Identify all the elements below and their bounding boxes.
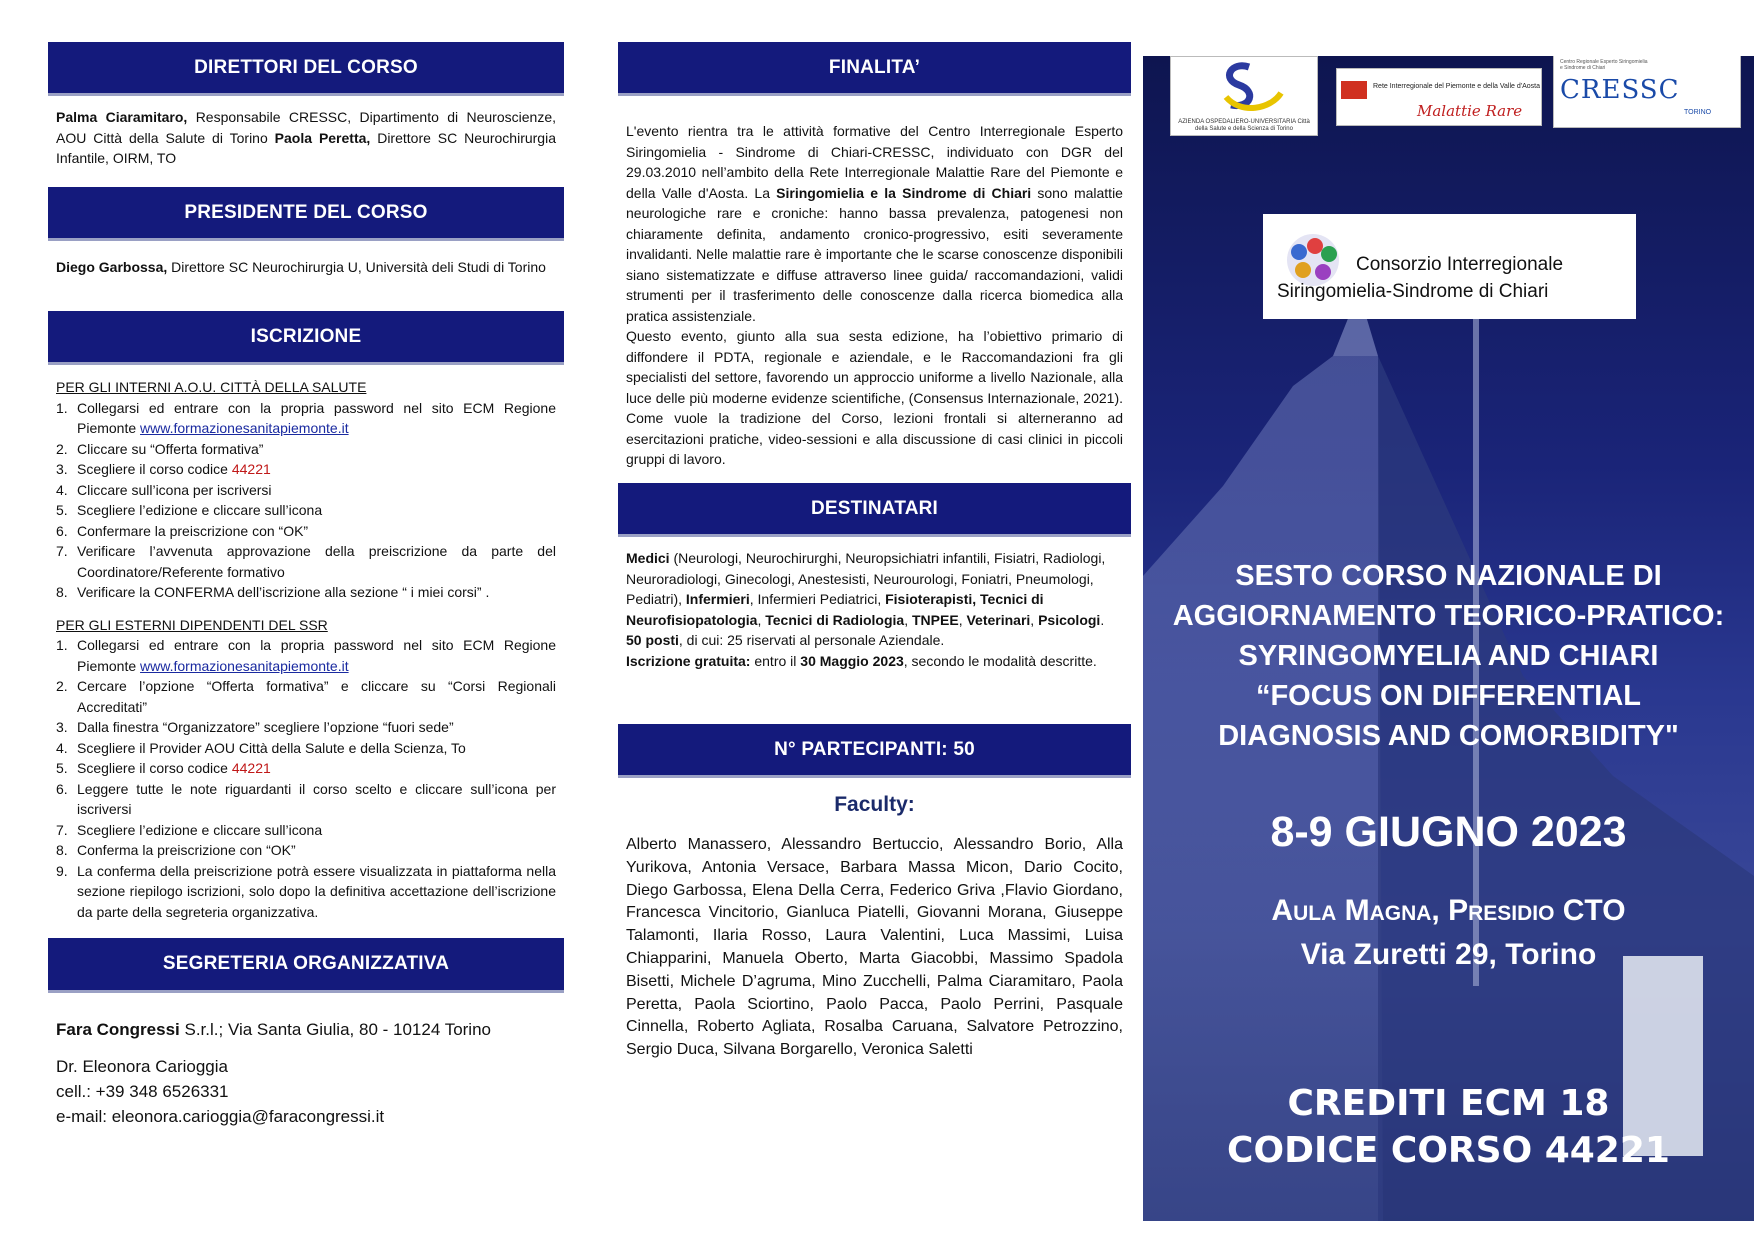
course-title-line: AGGIORNAMENTO TEORICO-PRATICO:: [1172, 600, 1725, 632]
logo-cressc: [1553, 56, 1741, 128]
segreteria-email[interactable]: e-mail: eleonora.carioggia@faracongressi.it: [56, 1107, 385, 1126]
step-item: [56, 459, 556, 480]
presidente-name: Diego Garbossa,: [56, 259, 168, 275]
section-header-segreteria: SEGRETERIA ORGANIZZATIVA: [48, 938, 564, 993]
finalita-text: [626, 121, 1123, 470]
direttore-role-1: Responsabile CRESSC, Dipartimento di Neuroscienze, AOU Città della Salute di Torino: [56, 109, 556, 146]
interni-heading: PER GLI INTERNI A.O.U. CITTÀ DELLA SALUTE: [56, 379, 367, 395]
step-item: [56, 840, 556, 861]
logo-aou-citta-salute: [1170, 56, 1318, 136]
step-number: 1.: [56, 637, 68, 653]
crediti-ecm: CREDITI ECM 18: [1287, 1083, 1610, 1124]
cressc-logo-main: CRESSC: [1560, 75, 1680, 105]
step-number: 7.: [56, 821, 68, 838]
posti-rest: , di cui: 25 riservati al personale Aziendale.: [678, 632, 945, 648]
dest-psico: Psicologi: [1038, 611, 1101, 628]
finalita-p1-bold: Siringomielia e la Sindrome di Chiari: [776, 184, 1032, 201]
dest-sep: ,: [958, 611, 967, 628]
interni-steps: [56, 398, 556, 603]
step-text: Leggere tutte le note riguardanti il corso scelto e cliccare sull’icona per iscriversi: [77, 780, 556, 817]
esterni-heading: PER GLI ESTERNI DIPENDENTI DEL SSR: [56, 616, 328, 633]
step-number: 2.: [56, 678, 68, 694]
course-venue-1: Aula Magna, Presidio CTO: [1271, 894, 1626, 927]
cover-panel: [1143, 56, 1754, 1221]
faculty-names: Alberto Manassero, Alessandro Bertuccio, Alessandro Borio, Alla Yurikova, Antonia Versace, Barbara Massa Micon, Dario Cocito, Diego Garbossa, Elena Della Cerra, Federico Griva ,Flavio Giordano, Francesca Vincitorio, Gianluca Piatelli, Giovanni Morana, Giuseppe Talamonti, Ilaria Rosso, Laura Valentini, Luca Massimi, Luisa Chiapparini, Manuela Oberto, Marta Giacobbi, Massimo Spadola Bisetti, Michele D’agruma, Mino Zucchelli, Palma Ciaramitaro, Paola Peretta, Paola Sciortino, Paolo Pacca, Paolo Perrini, Pasquale Cinnella, Roberto Agliata, Rosalba Caruana, Salvatore Petrozzino, Sergio Duca, Silvana Borgarello, Veronica Saletti: [626, 836, 1123, 1059]
destinatari-paragraph: [626, 548, 1123, 630]
step-text: Cliccare su “Offerta formativa”: [77, 440, 264, 457]
dest-sep: ,: [904, 611, 912, 628]
direttori-text: [56, 107, 556, 169]
step-number: 5.: [56, 760, 68, 776]
step-item: [56, 541, 556, 582]
section-header-partecipanti: N° PARTECIPANTI: 50: [618, 724, 1131, 778]
course-venue-2: Via Zuretti 29, Torino: [1300, 938, 1597, 971]
consorzio-line-1: Consorzio Interregionale: [1356, 254, 1564, 275]
step-text: Conferma la preiscrizione con “OK”: [77, 842, 296, 858]
step-number: 4.: [56, 481, 68, 498]
step-number: 6.: [56, 522, 68, 539]
step-number: 8.: [56, 584, 68, 600]
esterni-steps: [56, 635, 556, 922]
dest-end: .: [1100, 611, 1105, 628]
dest-tnpee: TNPEE: [912, 611, 959, 628]
step-item: [56, 717, 556, 738]
step-text: Collegarsi ed entrare con la propria password nel sito ECM Regione Piemonte: [77, 637, 556, 674]
finalita-p1-start: L'evento rientra tra le attività formative del Centro Interregionale Esperto Siringomielia - Sindrome di Chiari-CRESSC, individuato con DGR del 29.03.2010 nell’ambito della Rete Interregionale Malattie Rare del Piemonte e della Valle d'Aosta. La: [626, 123, 1123, 201]
iscrizione-text: [56, 377, 556, 922]
segreteria-text: [56, 1017, 556, 1129]
rete-logo-bottom: Malattie Rare: [1417, 102, 1523, 120]
finalita-paragraph-2: Questo evento, giunto alla sua sesta edizione, ha l’obiettivo primario di diffondere il PDTA, regionale e aziendale, e le Raccomandazioni fra gli specialisti del settore, favorendo un approccio uniforme a livello Nazionale, alla luce delle più moderne evidenze scientifiche, (Consensus Internazionale, 2021). Come vuole la tradizione del Corso, lezioni frontali si alterneranno ad esercitazioni pratiche, video-sessioni e alla discussione di casi clinici in piccoli gruppi di lavoro.: [626, 328, 1123, 467]
codice-corso: CODICE CORSO 44221: [1227, 1130, 1670, 1171]
step-item: [56, 779, 556, 820]
course-date: 8-9 GIUGNO 2023: [1270, 808, 1627, 856]
step-text: La conferma della preiscrizione potrà essere visualizzata in piattaforma nella sezione riepilogo iscrizioni, solo dopo la definitiva accettazione dell’iscrizione da parte della segreteria organizzativa.: [77, 862, 556, 920]
step-text: Scegliere il Provider AOU Città della Salute e della Scienza, To: [77, 739, 466, 756]
section-header-finalita: FINALITA’: [618, 42, 1131, 96]
rete-logo-top: Rete Interregionale del Piemonte e della Valle d'Aosta: [1373, 83, 1540, 90]
step-item: [56, 500, 556, 521]
dest-infermieri: Infermieri: [685, 591, 750, 607]
dest-medici-list: (Neurologi, Neurochirurghi, Neuropsichiatri infantili, Fisiatri, Radiologi, Neuroradiologi, Ginecologi, Anestesisti, Neurourologi, Foniatri, Pneumologi, Pediatri),: [626, 550, 1106, 607]
step-item: [56, 676, 556, 717]
step-item: [56, 758, 556, 779]
company-address: S.r.l.; Via Santa Giulia, 80 - 10124 Torino: [179, 1020, 491, 1039]
iscr-date: 30 Maggio 2023: [800, 652, 904, 669]
dest-infermieri-rest: , Infermieri Pediatrici,: [749, 591, 886, 607]
direttore-name-2: Paola Peretta,: [274, 129, 371, 146]
step-text: Confermare la preiscrizione con “OK”: [77, 522, 309, 539]
direttore-role-2: Direttore SC Neurochirurgia Infantile, OIRM, TO: [56, 129, 556, 166]
section-header-presidente: PRESIDENTE DEL CORSO: [48, 187, 564, 241]
step-item: [56, 398, 556, 439]
step-number: 9.: [56, 862, 68, 879]
segreteria-cell: cell.: +39 348 6526331: [56, 1082, 229, 1101]
step-number: 2.: [56, 440, 68, 457]
logo-rete-malattie-rare: [1336, 68, 1542, 126]
step-link[interactable]: www.formazionesanitapiemonte.it: [140, 420, 349, 436]
step-item: [56, 439, 556, 460]
step-link[interactable]: www.formazionesanitapiemonte.it: [140, 657, 349, 674]
step-text: Scegliere l’edizione e cliccare sull’icona: [77, 502, 323, 518]
step-number: 3.: [56, 461, 68, 477]
step-number: 1.: [56, 399, 68, 416]
step-text: Cercare l’opzione “Offerta formativa” e cliccare su “Corsi Regionali Accreditati”: [77, 678, 556, 715]
section-header-iscrizione: ISCRIZIONE: [48, 311, 564, 365]
dest-vet: Veterinari: [966, 611, 1031, 628]
step-item: [56, 521, 556, 542]
course-title-line: “FOCUS ON DIFFERENTIAL: [1255, 680, 1642, 712]
step-text: Scegliere il corso codice: [77, 461, 232, 477]
dest-sep: ,: [1030, 611, 1039, 628]
step-number: 5.: [56, 502, 68, 518]
posti-bold: 50 posti: [626, 632, 679, 648]
step-number: 8.: [56, 842, 68, 858]
step-item: [56, 738, 556, 759]
destinatari-text: [626, 548, 1123, 671]
iscr-rest: , secondo le modalità descritte.: [903, 652, 1097, 669]
consorzio-line-2: Siringomielia-Sindrome di Chiari: [1277, 281, 1549, 302]
course-title: [1143, 556, 1754, 756]
destinatari-posti: [626, 630, 1123, 651]
step-item: [56, 820, 556, 841]
step-text: Scegliere l’edizione e cliccare sull’icona: [77, 821, 323, 838]
step-number: 4.: [56, 739, 68, 756]
section-header-direttori: DIRETTORI DEL CORSO: [48, 42, 564, 96]
segreteria-company: [56, 1017, 556, 1042]
step-number: 3.: [56, 719, 68, 735]
step-course-code: 44221: [231, 760, 271, 776]
section-header-destinatari: DESTINATARI: [618, 483, 1131, 537]
cressc-logo-city: TORINO: [1684, 109, 1712, 116]
course-title-line: SYRINGOMYELIA AND CHIARI: [1238, 640, 1659, 672]
step-text: Scegliere il corso codice: [77, 760, 232, 776]
step-number: 7.: [56, 543, 68, 559]
aou-logo-icon: [1171, 57, 1317, 113]
step-text: Verificare la CONFERMA dell’iscrizione alla sezione “ i miei corsi” .: [77, 584, 490, 600]
step-course-code: 44221: [231, 461, 271, 477]
logo-consorzio: [1263, 214, 1636, 319]
course-title-line: SESTO CORSO NAZIONALE DI: [1235, 560, 1662, 592]
step-text: Dalla finestra “Organizzatore” scegliere l’opzione “fuori sede”: [77, 719, 454, 735]
dest-medici: Medici: [626, 550, 670, 566]
faculty-title: Faculty:: [834, 793, 915, 816]
cressc-logo-small: Centro Regionale Esperto Siringomielia e Sindrome di Chiari: [1560, 59, 1648, 71]
direttore-name-1: Palma Ciaramitaro,: [56, 109, 188, 125]
rete-flag-icon: [1341, 81, 1367, 99]
step-item: [56, 861, 556, 923]
step-item: [56, 635, 556, 676]
iscr-mid: entro il: [750, 652, 801, 669]
step-text: Collegarsi ed entrare con la propria password nel sito ECM Regione Piemonte: [77, 399, 556, 436]
company-name: Fara Congressi: [56, 1020, 180, 1039]
iscr-bold: Iscrizione gratuita:: [626, 652, 751, 669]
step-item: [56, 582, 556, 603]
segreteria-contact: Dr. Eleonora Carioggia: [56, 1057, 228, 1076]
step-item: [56, 480, 556, 501]
destinatari-iscrizione: [626, 651, 1123, 672]
presidente-role: Direttore SC Neurochirurgia U, Università deli Studi di Torino: [167, 259, 546, 275]
step-text: Verificare l’avvenuta approvazione della preiscrizione da parte del Coordinatore/Referente formativo: [77, 543, 556, 580]
presidente-text: [56, 257, 556, 278]
dest-tecnici-rad: Tecnici di Radiologia: [765, 611, 905, 628]
dest-fisio: Fisioterapisti, Tecnici di Neurofisiopatologia: [626, 591, 1044, 628]
step-text: Cliccare sull’icona per iscriversi: [77, 481, 272, 498]
finalita-p1-end: sono malattie neurologiche rare e croniche: hanno bassa prevalenza, patogenesi non chiaramente definita, andamento cronico-progressivo, esiti severamente invalidanti. Nelle malattie rare è importante che le scarse conoscenze disponibili siano sistematizzate e diffuse attraverso linee guida/ raccomandazioni, validi strumenti per il trasferimento delle conoscenze dalla ricerca biomedica alla pratica assistenziale.: [626, 184, 1123, 324]
dest-sep: ,: [757, 611, 766, 628]
aou-logo-text: AZIENDA OSPEDALIERO-UNIVERSITARIA Città della Salute e della Scienza di Torino: [1178, 119, 1310, 132]
course-title-line: DIAGNOSIS AND COMORBIDITY": [1218, 720, 1679, 752]
finalita-paragraph-1: [626, 121, 1123, 326]
step-number: 6.: [56, 780, 68, 797]
